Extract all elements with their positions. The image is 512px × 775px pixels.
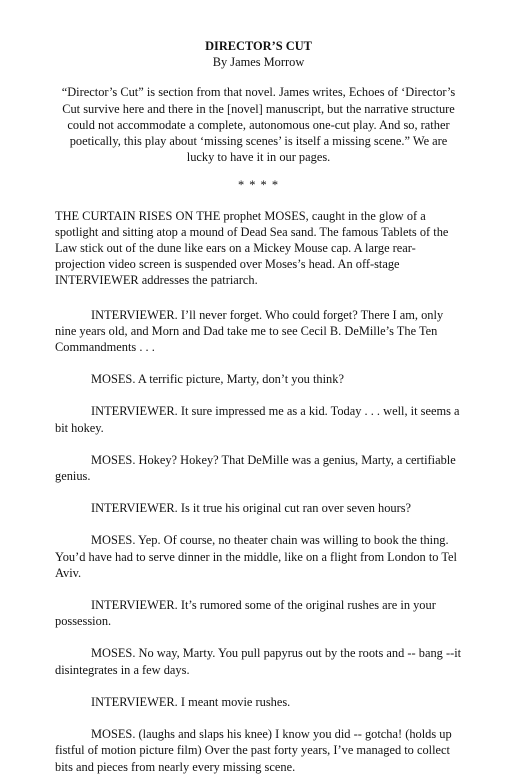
author-byline: By James Morrow [212,55,305,70]
document-title: DIRECTOR’S CUT [205,39,312,53]
section-separator: * * * * [237,178,280,193]
dialogue-line: INTERVIEWER. It’s rumored some of the original rushes are in your possession. [55,598,436,629]
dialogue-line: INTERVIEWER. I meant movie rushes. [91,694,291,709]
dialogue-section [55,307,462,775]
dialogue-line: INTERVIEWER. I’ll never forget. Who could forget? There I am, only nine years old, and Morn and Dad take me to see Cecil B. DeMille’s The Ten Commandments . . . [55,307,444,355]
dialogue-line: INTERVIEWER. Is it true his original cut ran over seven hours? [91,501,412,516]
dialogue-line: MOSES. Hokey? Hokey? That DeMille was a genius, Marty, a certifiable genius. [55,452,456,484]
dialogue-line: INTERVIEWER. It sure impressed me as a kid. Today . . . well, it seems a bit hokey. [55,404,460,435]
dialogue-line: MOSES. Yep. Of course, no theater chain was willing to book the thing. You’d have had to serve dinner in the middle, like on a flight from London to Tel Aviv. [55,533,457,580]
intro-paragraph: “Director’s Cut” is section from that novel. James writes, Echoes of ‘Director’s Cut survive here and there in the [novel] manuscript, but the narrative structure could not accommodate a complete, autonomous one-cut play. And so, rather poetically, this play about ‘missing scenes’ is itself a missing scene.” We are lucky to have it in our pages. [61,85,456,165]
dialogue-line: MOSES. No way, Marty. You pull papyrus out by the roots and -- bang --it disintegrates in a few days. [55,646,462,677]
dialogue-line: MOSES. (laughs and slaps his knee) I know you did -- gotcha! (holds up fistful of motion picture film) Over the past forty years, I’ve managed to collect bits and pieces from nearly every missing scene. [55,727,452,774]
stage-direction: THE CURTAIN RISES ON THE prophet MOSES, caught in the glow of a spotlight and sitting atop a mound of Dead Sea sand. The famous Tablets of the Law stick out of the dune like ears on a Mickey Mouse cap. A large rear-projection video screen is suspended over Moses’s head. An off-stage INTERVIEWER addresses the patriarch. [55,208,449,288]
dialogue-line: MOSES. A terrific picture, Marty, don’t you think? [91,372,344,387]
